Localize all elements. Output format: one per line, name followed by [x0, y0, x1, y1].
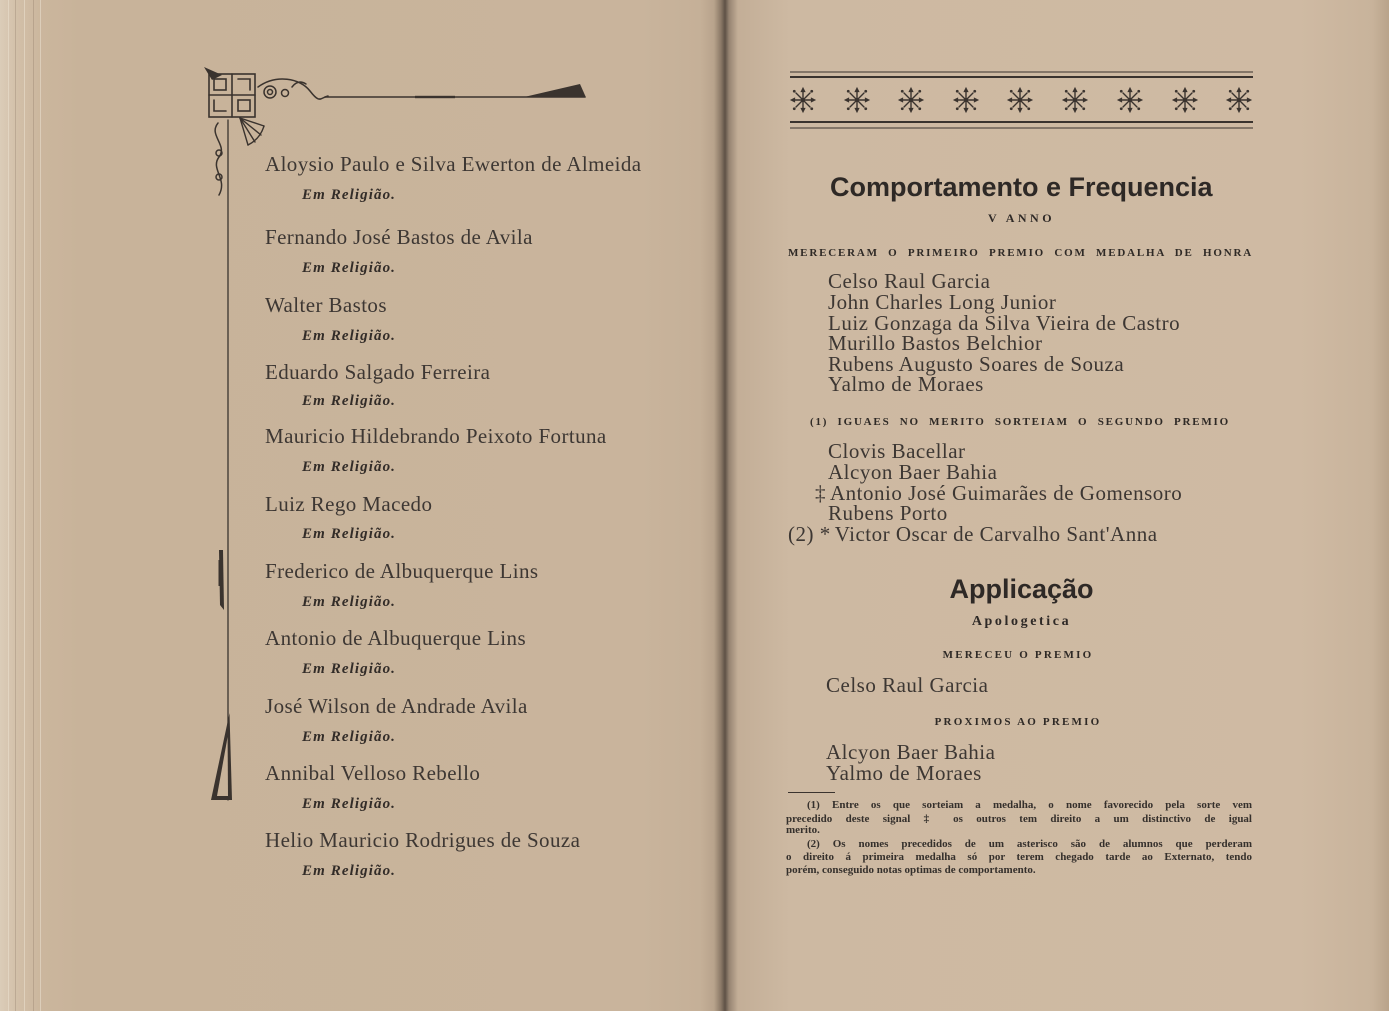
- student-name: Eduardo Salgado Ferreira: [265, 360, 491, 384]
- page-edge: [40, 0, 41, 1011]
- section-title: Applicação: [949, 574, 1094, 604]
- student-name: Aloysio Paulo e Silva Ewerton de Almeida: [265, 152, 642, 176]
- student-name: Mauricio Hildebrando Peixoto Fortuna: [265, 424, 607, 448]
- page-edge: [33, 0, 34, 1011]
- corner-block-ornament: [209, 74, 255, 117]
- rule-thickening: [415, 96, 455, 98]
- asterisk-ornament-icon: [1117, 87, 1143, 113]
- student-name: Yalmo de Moraes: [826, 761, 982, 785]
- student-name: Celso Raul Garcia: [828, 269, 991, 293]
- footnote-line: (2) Os nomes precedidos de um asterisco são de alumnos que perderam: [807, 838, 1252, 850]
- subject-label: Em Religião.: [302, 729, 397, 745]
- subject-label: Em Religião.: [302, 526, 397, 542]
- first-prize-heading: MERECERAM O PRIMEIRO PREMIO COM MEDALHA DE HONRA: [788, 247, 1253, 259]
- subject-label: Em Religião.: [302, 393, 397, 409]
- subject-label: Apologetica: [971, 614, 1072, 629]
- student-name: Alcyon Baer Bahia: [828, 460, 998, 484]
- student-name: Victor Oscar de Carvalho Sant'Anna: [834, 522, 1158, 546]
- footnote-line: porém, conseguido notas optimas de comportamento.: [786, 864, 1036, 876]
- student-name: Annibal Velloso Rebello: [265, 761, 481, 785]
- section-title: Comportamento e Frequencia: [830, 172, 1213, 202]
- subject-label: Em Religião.: [302, 661, 397, 677]
- student-name: Fernando José Bastos de Avila: [265, 225, 533, 249]
- student-name: Antonio José Guimarães de Gomensoro: [830, 481, 1183, 505]
- footnote-separator: [788, 792, 835, 793]
- awarded-heading: MERECEU O PREMIO: [942, 649, 1094, 661]
- lot-winner-marker: ‡: [815, 481, 826, 505]
- student-name: Rubens Porto: [828, 501, 948, 525]
- student-name: Alcyon Baer Bahia: [826, 740, 996, 764]
- year-label: V ANNO: [987, 211, 1056, 225]
- student-name: Yalmo de Moraes: [828, 372, 984, 396]
- marked-student-line: [788, 522, 1158, 546]
- side-scroll-ornament: [215, 123, 222, 195]
- asterisk-ornament-icon: [1007, 87, 1033, 113]
- header-ornament-band: [786, 66, 1256, 132]
- fan-ornament: [240, 118, 264, 145]
- wedge-ornament: [522, 84, 586, 98]
- subject-label: Em Religião.: [302, 187, 397, 203]
- footnote-asterisk-marker: (2) *: [788, 522, 831, 546]
- subject-label: Em Religião.: [302, 796, 397, 812]
- subject-label: Em Religião.: [302, 594, 397, 610]
- asterisk-ornament-icon: [1062, 87, 1088, 113]
- scroll-ornament: [258, 79, 328, 99]
- asterisk-ornament-icon: [953, 87, 979, 113]
- student-name: Luiz Rego Macedo: [265, 492, 433, 516]
- footnote-line: merito.: [786, 824, 820, 836]
- runners-up-heading: PROXIMOS AO PREMIO: [934, 716, 1102, 728]
- asterisk-ornament-icon: [790, 87, 816, 113]
- student-name: Murillo Bastos Belchior: [828, 331, 1043, 355]
- page-edge: [24, 0, 25, 1011]
- asterisk-ornament-icon: [1172, 87, 1198, 113]
- asterisk-ornament-icon: [1226, 87, 1252, 113]
- student-name: Helio Mauricio Rodrigues de Souza: [265, 828, 581, 852]
- student-name: José Wilson de Andrade Avila: [265, 694, 528, 718]
- second-prize-heading: (1) IGUAES NO MERITO SORTEIAM O SEGUNDO PREMIO: [810, 416, 1230, 428]
- student-name: Antonio de Albuquerque Lins: [265, 626, 527, 650]
- subject-label: Em Religião.: [302, 459, 397, 475]
- page-edge: [8, 0, 9, 1011]
- footnote-line: (1) Entre os que sorteiam a medalha, o nome favorecido pela sorte vem: [807, 799, 1252, 811]
- subject-label: Em Religião.: [302, 328, 397, 344]
- student-name: Celso Raul Garcia: [826, 673, 989, 697]
- subject-label: Em Religião.: [302, 863, 397, 879]
- student-name: Rubens Augusto Soares de Souza: [828, 352, 1125, 376]
- asterisk-ornament-icon: [844, 87, 870, 113]
- subject-label: Em Religião.: [302, 260, 397, 276]
- student-name: Luiz Gonzaga da Silva Vieira de Castro: [828, 311, 1181, 335]
- footnote-line: o direito á primeira medalha só por terem chegado tarde ao Externato, tendo: [786, 851, 1252, 863]
- student-name: Clovis Bacellar: [828, 439, 966, 463]
- footnote-line: precedido deste signal ‡ os outros tem direito a um distinctivo de igual: [786, 813, 1252, 825]
- student-name: Walter Bastos: [265, 293, 387, 317]
- page-edge: [15, 0, 16, 1011]
- asterisk-ornament-icon: [898, 87, 924, 113]
- student-name: Frederico de Albuquerque Lins: [265, 559, 539, 583]
- student-name: John Charles Long Junior: [828, 290, 1057, 314]
